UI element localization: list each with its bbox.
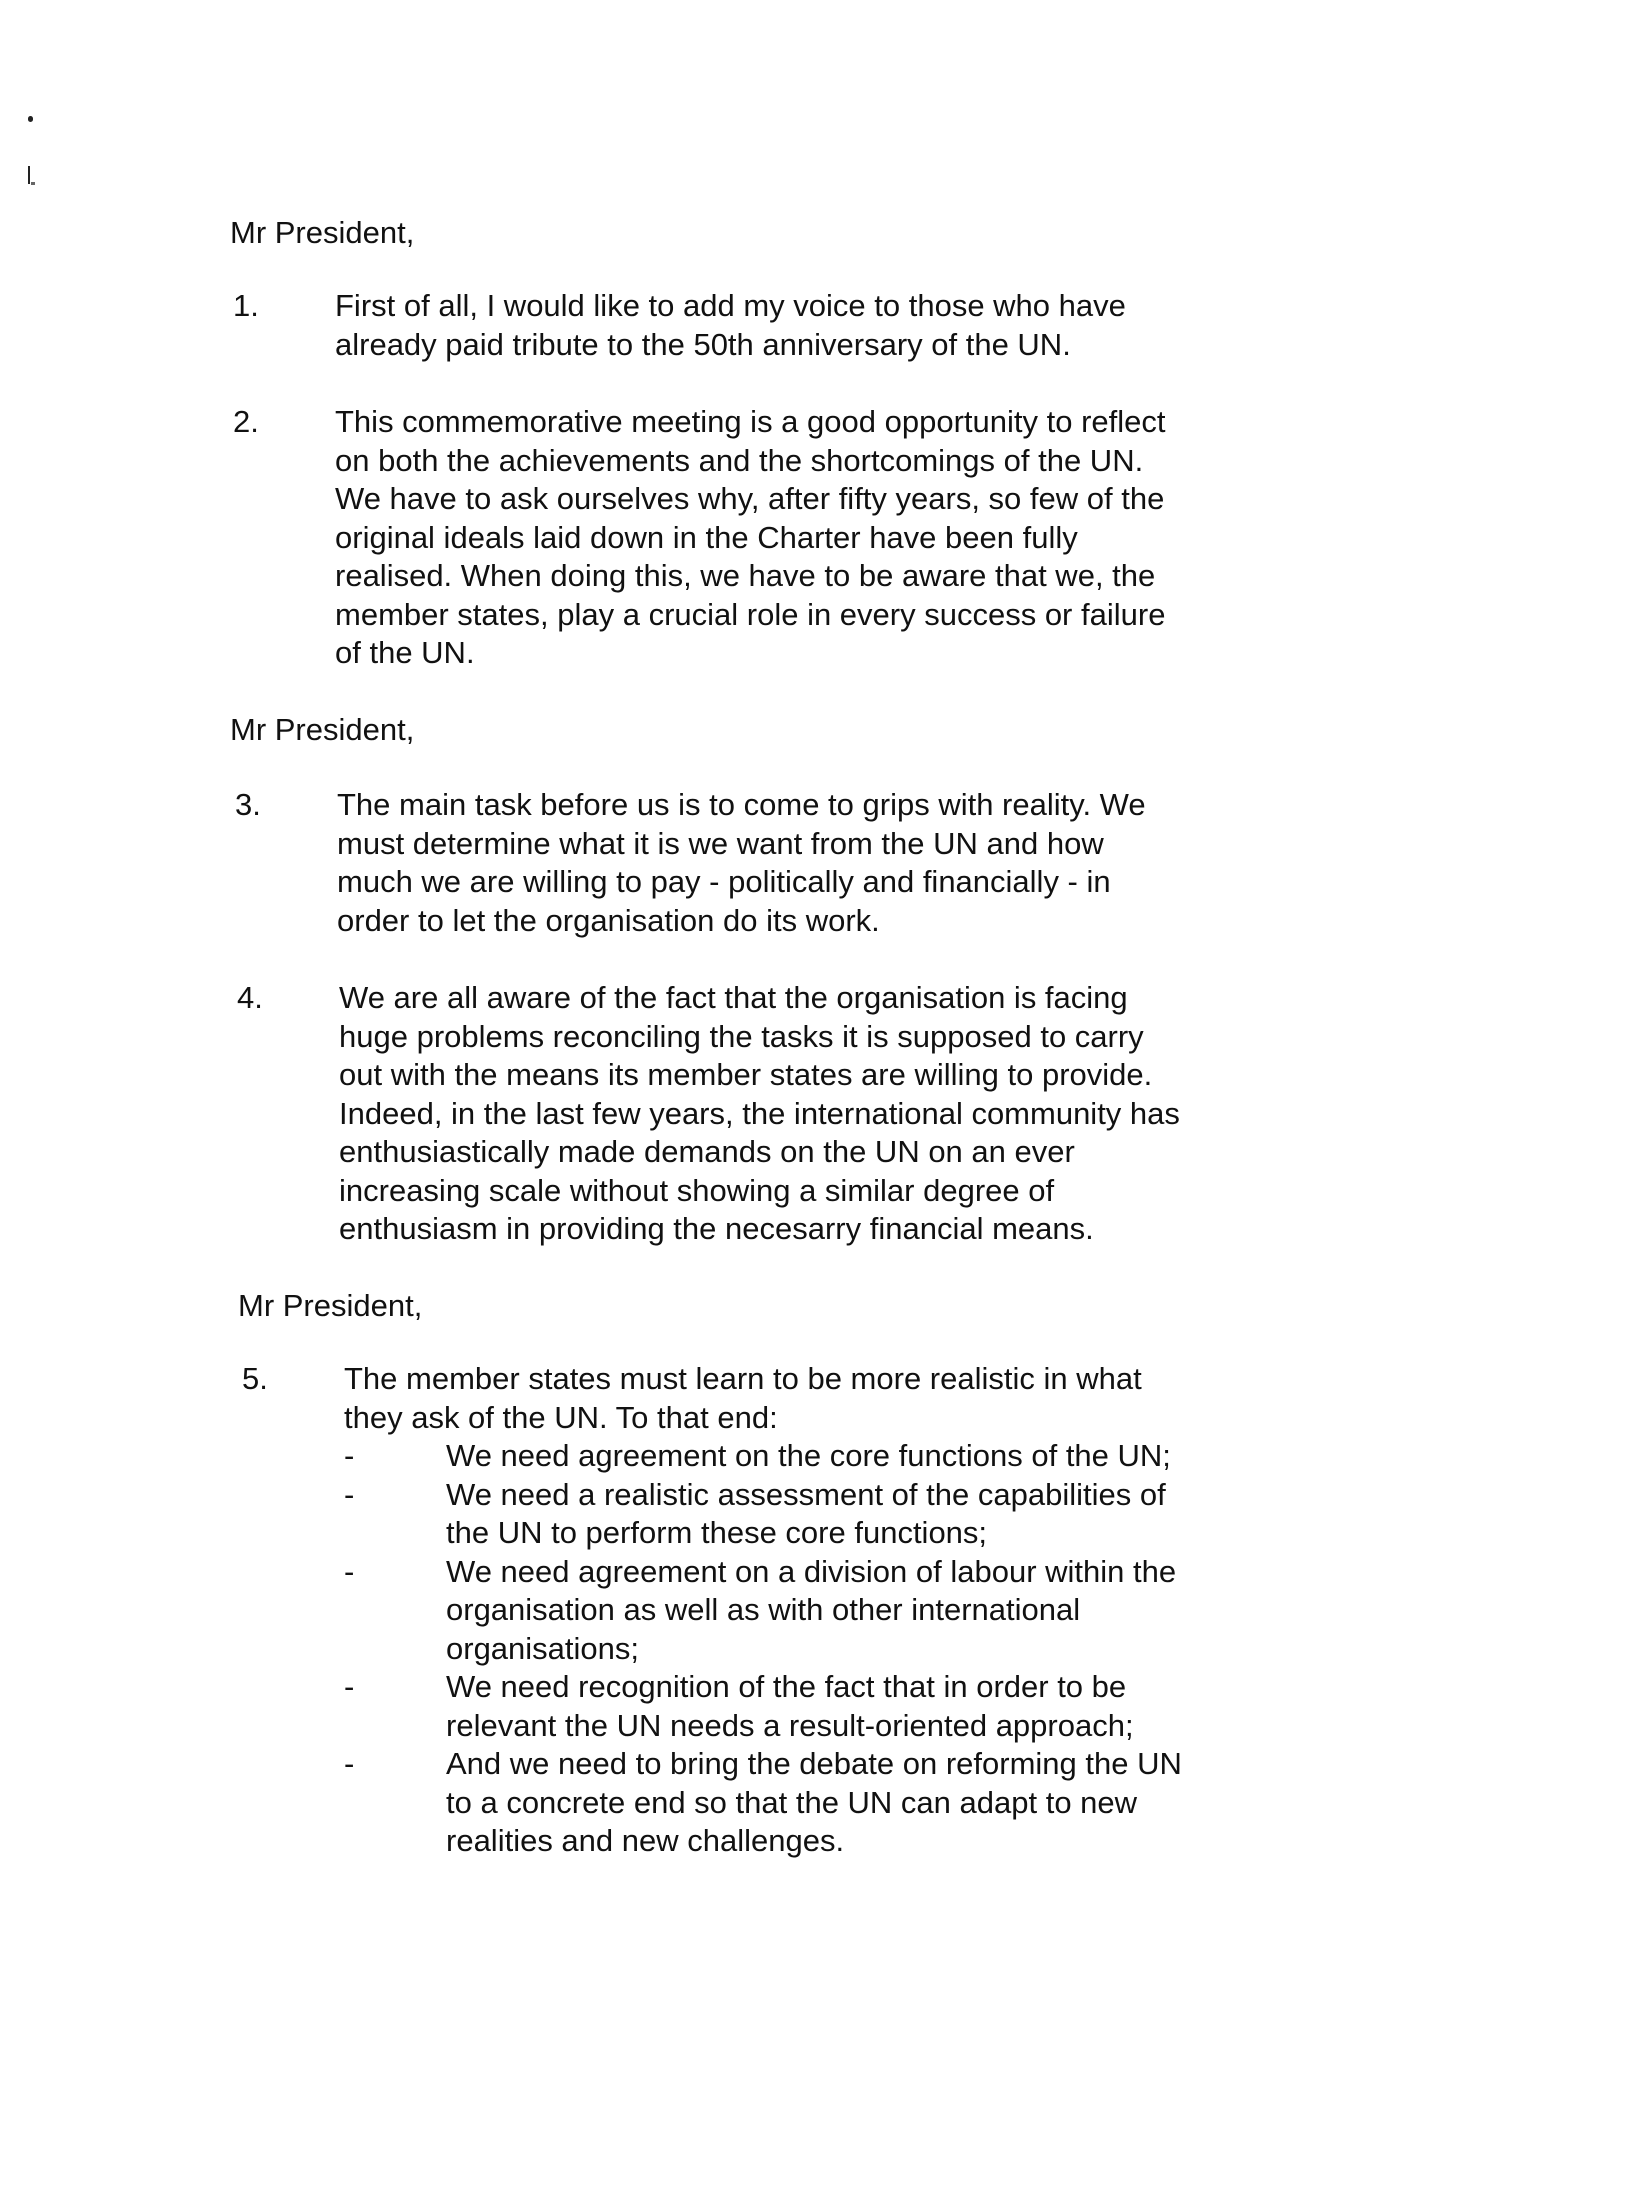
paragraph-number: 5. xyxy=(242,1361,268,1396)
scan-mark xyxy=(28,166,30,184)
paragraph-line: We have to ask ourselves why, after fifty years, so few of the xyxy=(335,481,1165,516)
bullet-line: to a concrete end so that the UN can adapt to new xyxy=(446,1784,1138,1820)
paragraph-number: 1. xyxy=(233,288,259,323)
bullet-item xyxy=(344,1553,1182,1669)
paragraph-line: realised. When doing this, we have to be aware that we, the xyxy=(335,558,1156,593)
bullet-item xyxy=(344,1745,1182,1861)
paragraph-line: huge problems reconciling the tasks it is supposed to carry xyxy=(339,1018,1144,1054)
bullet-line: We need a realistic assessment of the capabilities of xyxy=(446,1476,1166,1512)
paragraph-line: of the UN. xyxy=(335,635,475,670)
paragraph-line: original ideals laid down in the Charter have been fully xyxy=(335,519,1078,555)
salutation: Mr President, xyxy=(230,215,415,250)
paragraph-number: 2. xyxy=(233,404,259,439)
bullet-dash: - xyxy=(344,1553,355,1589)
paragraph-line: The member states must learn to be more realistic in what xyxy=(344,1361,1142,1396)
paragraph-line: The main task before us is to come to grips with reality. We xyxy=(337,787,1146,822)
bullet-line: We need recognition of the fact that in order to be xyxy=(446,1669,1127,1704)
bullet-dash: - xyxy=(344,1438,355,1473)
paragraph-line: This commemorative meeting is a good opportunity to reflect xyxy=(335,404,1166,439)
paragraph-line: enthusiastically made demands on the UN on an ever xyxy=(339,1134,1075,1169)
salutation: Mr President, xyxy=(238,1288,423,1323)
bullet-line: And we need to bring the debate on reforming the UN xyxy=(446,1746,1182,1781)
paragraph-line: order to let the organisation do its work. xyxy=(337,902,880,938)
salutation: Mr President, xyxy=(230,712,415,747)
scan-speck xyxy=(28,116,33,122)
paragraph-line: member states, play a crucial role in every success or failure xyxy=(335,596,1166,632)
paragraph-line: increasing scale without showing a similar degree of xyxy=(339,1172,1055,1208)
bullet-item xyxy=(344,1668,1182,1745)
paragraph-line: First of all, I would like to add my voice to those who have xyxy=(335,288,1126,323)
paragraph-line: must determine what it is we want from the UN and how xyxy=(337,825,1104,861)
bullet-line: realities and new challenges. xyxy=(446,1823,845,1858)
paragraph-body xyxy=(335,403,1255,673)
paragraph-line: much we are willing to pay - politically and financially - in xyxy=(337,864,1111,899)
bullet-dash: - xyxy=(344,1476,355,1512)
bullet-dash: - xyxy=(344,1746,355,1781)
bullet-item xyxy=(344,1476,1182,1553)
paragraph-line: already paid tribute to the 50th anniversary of the UN. xyxy=(335,326,1071,362)
bullet-line: the UN to perform these core functions; xyxy=(446,1515,988,1550)
bullet-item xyxy=(344,1437,1182,1476)
paragraph-body xyxy=(337,786,1257,940)
paragraph-line: We are all aware of the fact that the organisation is facing xyxy=(339,980,1128,1015)
paragraph-body xyxy=(335,287,1255,364)
paragraph-body xyxy=(339,979,1259,1249)
paragraph-line: enthusiasm in providing the necesarry financial means. xyxy=(339,1211,1094,1246)
bullet-line: We need agreement on a division of labour within the xyxy=(446,1553,1177,1589)
paragraph-line: out with the means its member states are willing to provide. xyxy=(339,1057,1153,1092)
paragraph-number: 4. xyxy=(237,980,263,1015)
bullet-list xyxy=(344,1437,1182,1861)
bullet-line: organisations; xyxy=(446,1630,640,1666)
bullet-line: We need agreement on the core functions of the UN; xyxy=(446,1438,1171,1473)
scan-mark xyxy=(31,182,35,185)
bullet-line: relevant the UN needs a result-oriented approach; xyxy=(446,1707,1134,1743)
paragraph-line: they ask of the UN. To that end: xyxy=(344,1399,778,1435)
bullet-line: organisation as well as with other international xyxy=(446,1592,1081,1627)
paragraph-body xyxy=(344,1360,1264,1437)
paragraph-number: 3. xyxy=(235,787,261,822)
paragraph-line: on both the achievements and the shortcomings of the UN. xyxy=(335,442,1144,478)
paragraph-line: Indeed, in the last few years, the international community has xyxy=(339,1095,1180,1131)
bullet-dash: - xyxy=(344,1669,355,1704)
